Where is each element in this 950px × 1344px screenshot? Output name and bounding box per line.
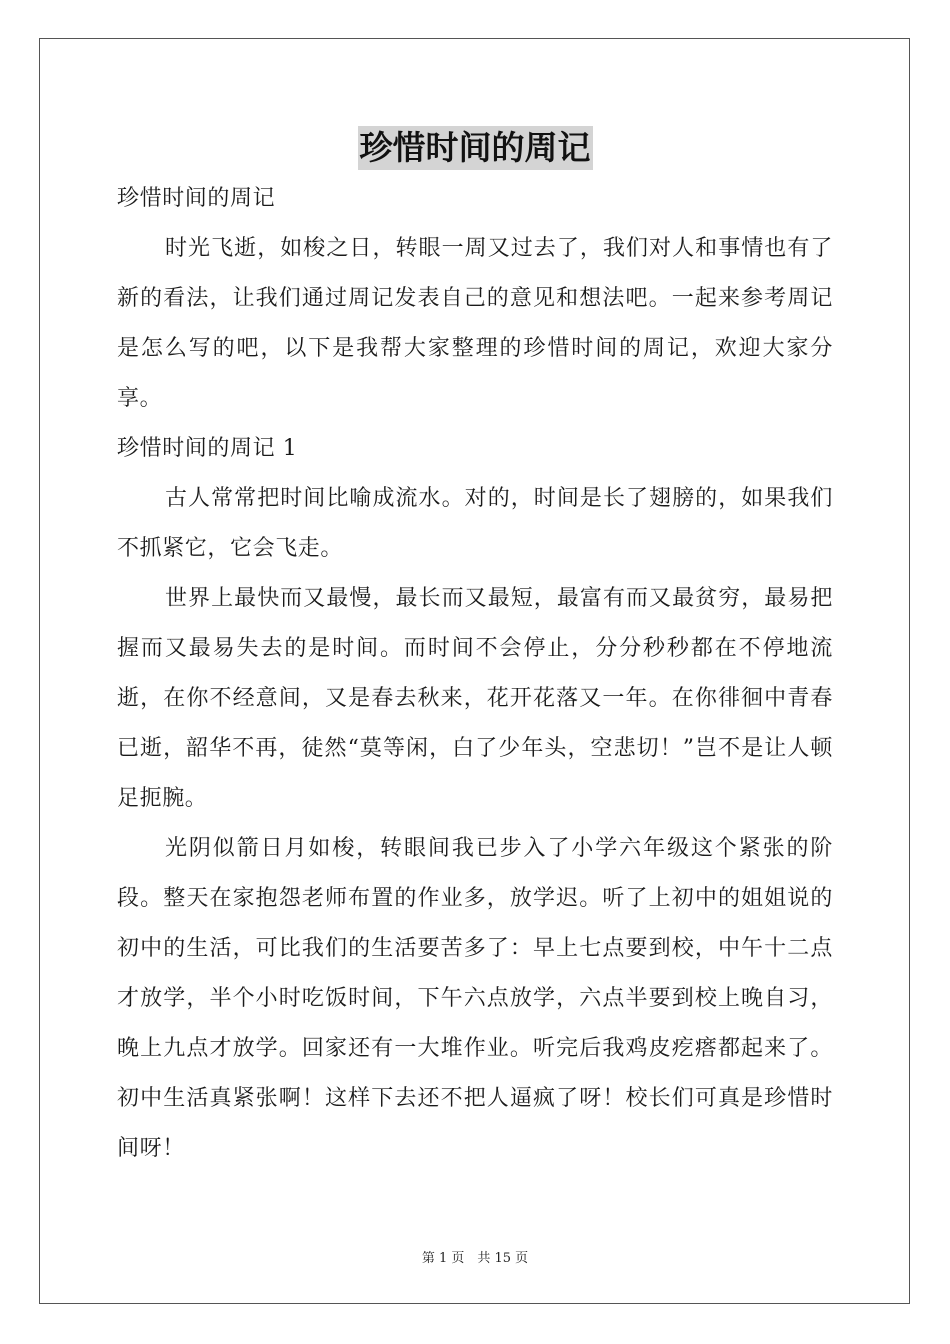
page-footer: 第 1 页 共 15 页 xyxy=(421,1251,529,1266)
section-heading: 珍惜时间的周记 1 xyxy=(117,436,298,461)
paragraph: 古人常常把时间比喻成流水。对的，时间是长了翅膀的，如果我们不抓紧它，它会飞走。 xyxy=(117,486,833,561)
paragraph: 时光飞逝，如梭之日，转眼一周又过去了，我们对人和事情也有了新的看法，让我们通过周记发表自己的意见和想法吧。一起来参考周记是怎么写的吧，以下是我帮大家整理的珍惜时间的周记，欢迎大家分享。 xyxy=(117,236,833,411)
paragraph: 世界上最快而又最慢，最长而又最短，最富有而又最贫穷，最易把握而又最易失去的是时间。而时间不会停止，分分秒秒都在不停地流逝，在你不经意间，又是春去秋来，花开花落又一年。在你徘徊中青春已逝，韶华不再，徒然“莫等闲，白了少年头，空悲切！”岂不是让人顿足扼腕。 xyxy=(117,586,833,811)
section-heading: 珍惜时间的周记 xyxy=(117,186,276,211)
paragraph: 光阴似箭日月如梭，转眼间我已步入了小学六年级这个紧张的阶段。整天在家抱怨老师布置的作业多，放学迟。听了上初中的姐姐说的初中的生活，可比我们的生活要苦多了：早上七点要到校，中午十二点才放学，半个小时吃饭时间，下午六点放学，六点半要到校上晚自习，晚上九点才放学。回家还有一大堆作业。听完后我鸡皮疙瘩都起来了。初中生活真紧张啊！这样下去还不把人逼疯了呀！校长们可真是珍惜时间呀！ xyxy=(117,836,833,1161)
document-body xyxy=(117,174,833,1174)
document-title: 珍惜时间的周记 xyxy=(358,126,593,170)
title-container xyxy=(0,126,950,170)
